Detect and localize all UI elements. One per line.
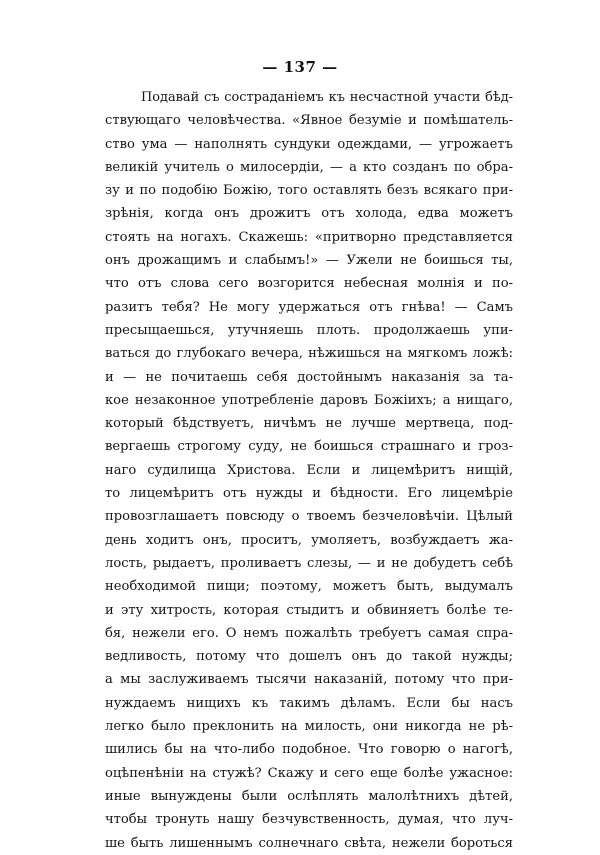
text-line: чтобы тронуть нашу безчувственность, думая, что луч-: [105, 812, 513, 828]
text-line: лость, рыдаетъ, проливаетъ слезы, — и не добудетъ себѣ: [105, 555, 513, 571]
text-line: ство ума — наполнять сундуки одеждами, — угрожаетъ: [105, 136, 513, 152]
text-line: легко было преклонить на милость, они никогда не рѣ-: [105, 719, 513, 735]
text-line: разитъ тебя? Не могу удержаться отъ гнѣва! — Самъ: [105, 299, 513, 315]
text-line: Подавай съ состраданіемъ къ несчастной участи бѣд-: [141, 90, 513, 105]
text-line: шились бы на что-либо подобное. Что говорю о нагогѣ,: [105, 742, 513, 758]
text-line: стоять на ногахъ. Скажешь: «притворно представляется: [105, 229, 513, 245]
text-line: который бѣдствуетъ, ничѣмъ не лучше мертвеца, под-: [105, 416, 513, 432]
text-line: ствующаго человѣчества. «Явное безуміе и помѣшатель-: [105, 113, 513, 129]
text-line: а мы заслуживаемъ тысячи наказаній, потому что при-: [105, 672, 513, 688]
text-line: день ходитъ онъ, проситъ, умоляетъ, возбуждаетъ жа-: [105, 532, 513, 548]
text-line: кое незаконное употребленіе даровъ Божіихъ; а нищаго,: [105, 392, 513, 408]
text-line: вергаешь строгому суду, не боишься страшнаго и гроз-: [105, 439, 513, 455]
text-line: необходимой пищи; поэтому, можетъ быть, выдумалъ: [105, 579, 513, 595]
text-line: ше быть лишеннымъ солнечнаго свѣта, нежели бороться: [105, 835, 513, 851]
text-line: и — не почитаешь себя достойнымъ наказанія за та-: [105, 369, 513, 385]
page-number: — 137 —: [262, 58, 338, 76]
text-line: великій учитель о милосердіи, — а кто созданъ по обра-: [105, 159, 513, 175]
text-line: пресыщаешься, утучняешь плоть. продолжаешь упи-: [105, 322, 513, 338]
text-line: бя, нежели его. О немъ пожалѣть требуетъ самая спра-: [105, 625, 513, 641]
text-line: ваться до глубокаго вечера, нѣжишься на мягкомъ ложѣ:: [105, 346, 513, 362]
text-line: оцѣпенѣніи на стужѣ? Скажу и сего еще болѣе ужасное:: [105, 765, 513, 781]
text-line: наго судилища Христова. Если и лицемѣритъ нищій,: [105, 462, 513, 478]
text-line: и эту хитрость, которая стыдитъ и обвиняетъ болѣе те-: [105, 602, 513, 618]
text-line: нуждаемъ нищихъ къ такимъ дѣламъ. Если бы насъ: [105, 695, 513, 711]
text-line: то лицемѣритъ отъ нужды и бѣдности. Его лицемѣріе: [105, 486, 513, 502]
text-line: зрѣнія, когда онъ дрожитъ отъ холода, едва можетъ: [105, 206, 513, 222]
text-line: иные вынуждены были ослѣплять малолѣтнихъ дѣтей,: [105, 788, 513, 804]
text-line: зу и по подобію Божію, того оставлять безъ всякаго при-: [105, 183, 513, 199]
body-text: [105, 86, 513, 855]
text-line: онъ дрожащимъ и слабымъ!» — Ужели не боишься ты,: [105, 253, 513, 269]
text-line: ведливость, потому что дошелъ онъ до такой нужды;: [105, 649, 513, 665]
text-line: что отъ слова сего возгорится небесная молнія и по-: [105, 276, 513, 292]
text-line: провозглашаетъ повсюду о твоемъ безчеловѣчіи. Цѣлый: [105, 509, 513, 525]
